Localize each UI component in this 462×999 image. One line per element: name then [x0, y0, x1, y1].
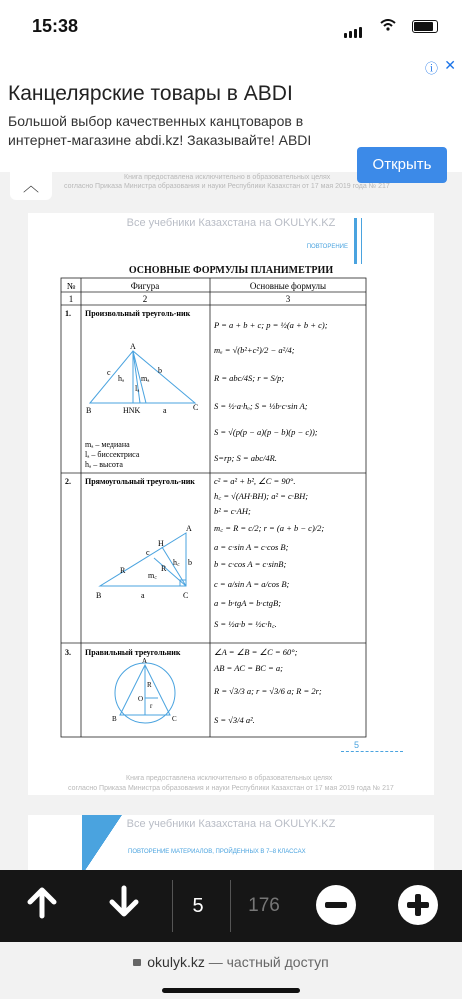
- plus-circle-icon: [397, 884, 439, 926]
- formula: S = √(p(p − a)(p − b)(p − c));: [214, 427, 318, 437]
- fig2-label: m꜀: [148, 571, 157, 580]
- formula: AB = AC = BC = a;: [214, 663, 283, 673]
- next-page-button[interactable]: [100, 884, 148, 928]
- fig2-label: H: [158, 539, 164, 548]
- fig1-label: C: [193, 403, 199, 412]
- formula: P = a + b + c; p = ½(a + b + c);: [214, 320, 328, 330]
- fig2-label: b: [188, 558, 192, 567]
- fig2-label: R: [120, 566, 126, 575]
- footer-note: Книга предоставлена исключительно в образовательных целях: [124, 174, 331, 181]
- arrow-down-icon: [106, 884, 142, 920]
- lock-icon: [133, 959, 141, 966]
- formula: a = b·tgA = b·ctgB;: [214, 598, 282, 608]
- formula: b² = c·AH;: [214, 506, 251, 516]
- equilateral-figure: [115, 663, 175, 723]
- formula: c = a/sin A = a/cos B;: [214, 579, 290, 589]
- formula-table: [28, 213, 434, 795]
- fig2-label: R: [161, 564, 167, 573]
- fig3-label: C: [172, 715, 177, 723]
- formula: S = ½a·b = ½c·h꜀.: [214, 619, 277, 629]
- ad-close-icon[interactable]: ✕: [444, 57, 456, 73]
- header-num: №: [66, 281, 76, 291]
- fig1-label: b: [158, 366, 162, 375]
- header-figure: Фигура: [130, 281, 160, 291]
- formula: R = √3/3 a; r = √3/6 a; R = 2r;: [214, 686, 322, 696]
- url-text[interactable]: [0, 954, 462, 970]
- total-pages: 176: [248, 895, 280, 916]
- table-title: ОСНОВНЫЕ ФОРМУЛЫ ПЛАНИМЕТРИИ: [128, 265, 334, 276]
- page-number: 5: [354, 740, 360, 750]
- fig1-label: c: [107, 368, 111, 377]
- collapse-ad-button[interactable]: [10, 172, 52, 200]
- battery-icon: [412, 20, 438, 33]
- reader-toolbar: [0, 870, 462, 942]
- url-domain: okulyk.kz: [147, 954, 205, 970]
- watermark: Все учебники Казахстана на OKULYK.KZ: [126, 217, 336, 229]
- row-figure-name: Прямоугольный треуголь-ник: [85, 477, 195, 486]
- row-number: 1.: [65, 309, 71, 318]
- separator: [230, 880, 231, 932]
- previous-page-button[interactable]: [18, 884, 66, 928]
- formula: R = abc/4S; r = S/p;: [214, 373, 285, 383]
- ad-open-button[interactable]: Открыть: [357, 147, 447, 183]
- minus-circle-icon: [315, 884, 357, 926]
- header-index: 1: [68, 294, 74, 304]
- next-document-page[interactable]: [28, 815, 434, 875]
- note-median: mₐ – медиана: [85, 440, 130, 449]
- fig1-label: mₐ: [141, 374, 150, 383]
- formula: S=rp; S = abc/4R.: [214, 453, 277, 463]
- url-suffix: — частный доступ: [208, 954, 329, 970]
- fig2-label: A: [186, 524, 192, 533]
- browser-url-bar[interactable]: [0, 942, 462, 999]
- current-page-input[interactable]: 5: [192, 895, 204, 917]
- fig2-label: B: [96, 591, 102, 600]
- separator: [172, 880, 173, 932]
- fig1-label: B: [86, 406, 92, 415]
- ad-title[interactable]: Канцелярские товары в ABDI: [8, 82, 293, 105]
- fig2-label: h꜀: [173, 558, 180, 567]
- fig2-label: a: [141, 591, 145, 600]
- fig3-label: r: [150, 702, 153, 710]
- footer-note: согласно Приказа Министра образования и науки Республики Казахстан от 17 мая 2019 года № 217: [68, 785, 394, 792]
- document-page[interactable]: [28, 213, 434, 795]
- fig3-label: O: [138, 695, 144, 703]
- fig3-label: R: [147, 681, 152, 689]
- formula: b = c·cos A = c·sinB;: [214, 559, 287, 569]
- fig2-label: c: [146, 548, 150, 557]
- formula: m꜀ = R = c/2; r = (a + b − c)/2;: [214, 523, 325, 533]
- fig3-label: A: [142, 657, 148, 665]
- row-number: 3.: [65, 648, 71, 657]
- status-time: 15:38: [32, 16, 79, 36]
- formula: S = √3/4 a².: [214, 715, 255, 725]
- footer-note: Книга предоставлена исключительно в образовательных целях: [126, 775, 333, 782]
- formula: mₐ = √(b²+c²)/2 − a²/4;: [214, 345, 295, 355]
- fig1-label: HNK: [123, 406, 141, 415]
- wifi-icon: [380, 18, 396, 34]
- formula: a = c·sin A = c·cos B;: [214, 542, 289, 552]
- formula: ∠A = ∠B = ∠C = 60°;: [214, 647, 298, 657]
- row-figure-name: Правильный треугольник: [85, 648, 181, 657]
- fig3-label: B: [112, 715, 117, 723]
- header-index: 2: [142, 294, 148, 304]
- review-label: ПОВТОРЕНИЕ: [306, 244, 348, 250]
- ad-info-icon[interactable]: ⓘ: [424, 61, 438, 76]
- status-bar: [0, 0, 462, 54]
- divider: [341, 751, 403, 752]
- review-label: ПОВТОРЕНИЕ МАТЕРИАЛОВ, ПРОЙДЕННЫХ В 7–8 КЛАССАХ: [128, 849, 306, 855]
- zoom-out-button[interactable]: [312, 884, 360, 928]
- chevron-up-icon: ︿: [22, 178, 39, 195]
- header-index: 3: [285, 294, 291, 304]
- fig1-label: a: [163, 406, 167, 415]
- zoom-in-button[interactable]: [394, 884, 442, 928]
- footer-note: согласно Приказа Министра образования и науки Республики Казахстан от 17 мая 2019 года № 217: [64, 183, 390, 190]
- arrow-up-icon: [24, 884, 60, 920]
- fig1-label: lₐ: [135, 384, 140, 393]
- header-formulas: Основные формулы: [249, 281, 327, 291]
- ad-banner[interactable]: [0, 54, 462, 172]
- ad-description: Большой выбор качественных канцтоваров в интернет-магазине abdi.kz! Заказывайте! ABDI: [8, 113, 312, 148]
- fig1-label: A: [130, 342, 136, 351]
- formula: h꜀ = √(AH·BH); a² = c·BH;: [214, 491, 309, 501]
- note-height: hₐ – высота: [85, 460, 123, 469]
- cellular-signal-icon: [344, 20, 364, 38]
- home-indicator: [162, 988, 300, 993]
- fig2-label: C: [183, 591, 189, 600]
- formula: S = ½·a·hₐ; S = ½b·c·sin A;: [214, 401, 308, 411]
- formula: c² = a² + b², ∠C = 90°.: [214, 476, 296, 486]
- watermark: Все учебники Казахстана на OKULYK.KZ: [126, 818, 336, 830]
- note-bisector: lₐ – биссектриса: [85, 450, 140, 459]
- fig1-label: hₐ: [118, 374, 125, 383]
- row-figure-name: Произвольный треуголь-ник: [85, 309, 191, 318]
- row-number: 2.: [65, 477, 71, 486]
